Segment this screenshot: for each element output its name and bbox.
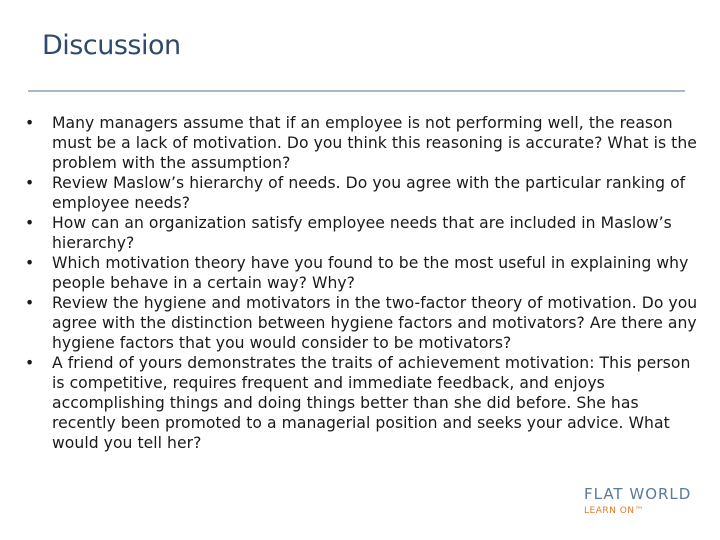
bullet-icon: • bbox=[25, 174, 35, 192]
title-divider bbox=[28, 90, 685, 92]
list-item bbox=[22, 353, 698, 453]
list-item bbox=[22, 293, 698, 353]
slide-title: Discussion bbox=[42, 30, 181, 61]
bullet-icon: • bbox=[25, 354, 35, 372]
logo-line-1: FLAT WORLD bbox=[584, 485, 692, 503]
list-item bbox=[22, 113, 698, 173]
list-item-text: How can an organization satisfy employee needs that are included in Maslow’s hierarchy? bbox=[52, 214, 672, 252]
bullet-icon: • bbox=[25, 294, 35, 312]
list-item bbox=[22, 213, 698, 253]
list-item-text: Review the hygiene and motivators in the two-factor theory of motivation. Do you agree with the distinction between hygiene factors and motivators? Are there any hygiene factors that you would consider to be motivators? bbox=[52, 294, 698, 352]
list-item-text: A friend of yours demonstrates the traits of achievement motivation: This person is competitive, requires frequent and immediate feedback, and enjoys accomplishing things and doing things better than she did before. She has recently been promoted to a managerial position and seeks your advice. What would you tell her? bbox=[52, 354, 691, 452]
bullet-icon: • bbox=[25, 114, 35, 132]
bullet-icon: • bbox=[25, 254, 35, 272]
list-item bbox=[22, 253, 698, 293]
list-item-text: Which motivation theory have you found to be the most useful in explaining why people behave in a certain way? Why? bbox=[52, 254, 689, 292]
list-item-text: Review Maslow’s hierarchy of needs. Do you agree with the particular ranking of employee needs? bbox=[52, 174, 686, 212]
bullet-icon: • bbox=[25, 214, 35, 232]
logo-line-2: LEARN ON™ bbox=[584, 506, 645, 516]
discussion-list bbox=[22, 113, 698, 453]
list-item bbox=[22, 173, 698, 213]
flat-world-logo bbox=[584, 486, 691, 516]
list-item-text: Many managers assume that if an employee is not performing well, the reason must be a lack of motivation. Do you think this reasoning is accurate? What is the problem with the assumption? bbox=[52, 114, 697, 172]
